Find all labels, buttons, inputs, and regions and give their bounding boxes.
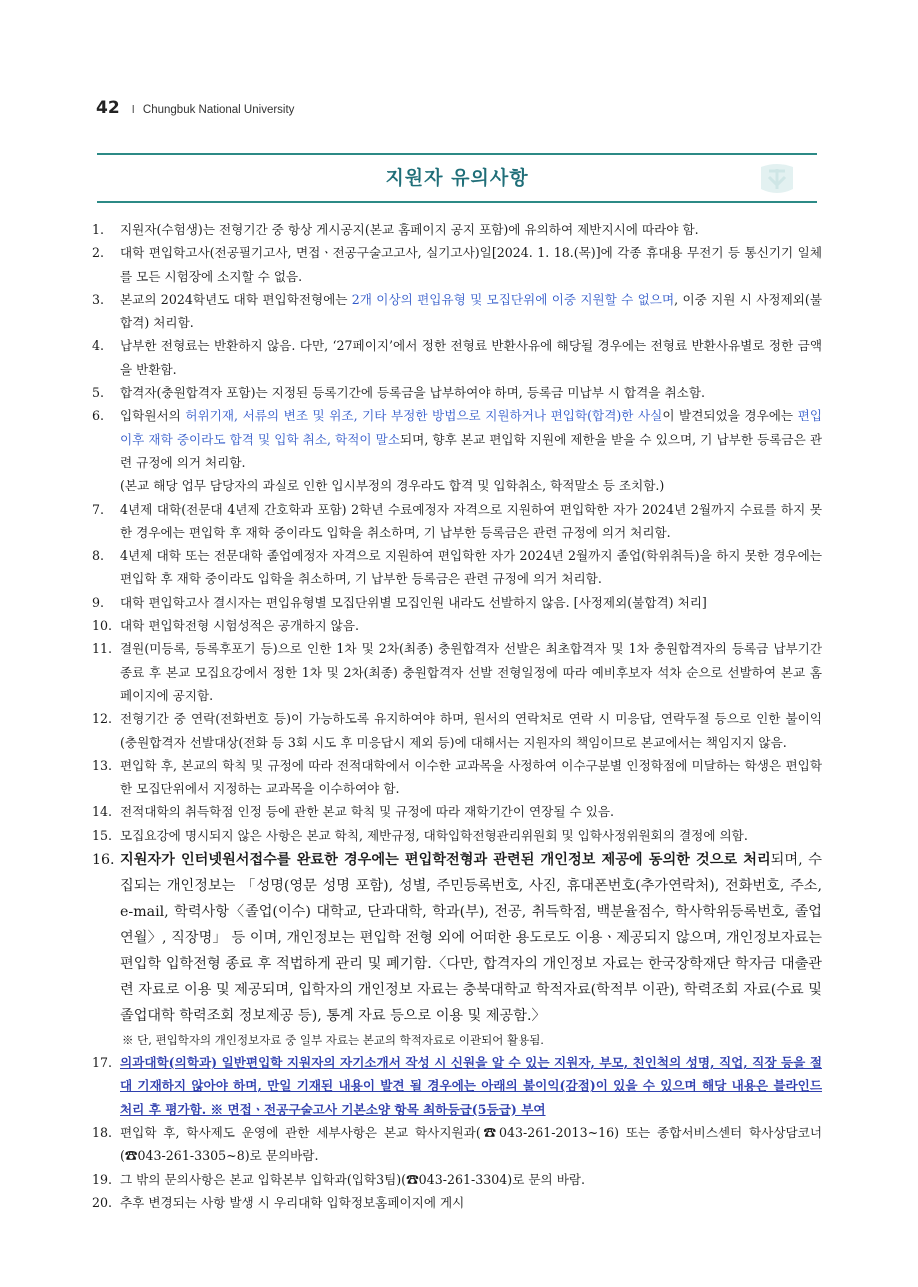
bold-text: 지원자가 인터넷원서접수를 완료한 경우에는 편입학전형과 관련된 개인정보 제공에 동의한 것으로 처리 [120,852,771,869]
list-item: 4. 납부한 전형료는 반환하지 않음. 다만, ‘27페이지’에서 정한 전형료 반환사유에 해당될 경우에는 전형료 반환사유별로 정한 금액을 반환함. [92,338,822,377]
note-text: ※ 단, 편입학자의 개인정보자료 중 일부 자료는 본교의 학적자료로 이관되어 활용됨. [122,1033,544,1048]
title-band [97,153,817,203]
list-item: 5. 합격자(충원합격자 포함)는 지정된 등록기간에 등록금을 납부하여야 하며, 등록금 미납부 시 합격을 취소함. [92,385,705,401]
list-item: 14. 전적대학의 취득학점 인정 등에 관한 본교 학칙 및 규정에 따라 재학기간이 연장될 수 있음. [92,804,615,820]
list-item: 1. 지원자(수험생)는 전형기간 중 항상 게시공지(본교 홈페이지 공지 포함)에 유의하여 제반지시에 따라야 함. [92,222,699,237]
university-watermark-icon [755,159,799,197]
list-item: 17. 의과대학(의학과) 일반편입학 지원자의 자기소개서 작성 시 신원을 알 수 있는 지원자, 부모, 친인척의 성명, 직업, 직장 등을 절대 기재하지 않아야 하며, 만일 기재된 내용이 발견 될 경우에는 아래의 불이익(감점)이 있을 수 있으며 해당 내용은 블라인드 처리 후 평가함. ※ 면접ㆍ전공구술고사 기본소양 항목 최하등급(5등급) 부여 [92,1051,822,1121]
list-item: 11. 결원(미등록, 등록후포기 등)으로 인한 1차 및 2차(최종) 충원합격자 선발은 최초합격자 및 1차 충원합격자의 등록금 납부기간 종료 후 본교 모집요강에서 정한 1차 및 2차(최종) 충원합격자 선발 전형일정에 따라 예비후보자 석차 순으로 선발하여 본교 홈페이지에 공지함. [92,641,822,703]
list-item: 10. 대학 편입학전형 시험성적은 공개하지 않음. [92,618,359,634]
list-item: 9. 대학 편입학고사 결시자는 편입유형별 모집단위별 모집인원 내라도 선발하지 않음. [사정제외(불합격) 처리] [92,594,707,610]
list-item: 20. 추후 변경되는 사항 발생 시 우리대학 입학정보홈페이지에 게시 [92,1194,465,1210]
header-separator: I [131,103,135,116]
list-item: 2. 대학 편입학고사(전공필기고사, 면접ㆍ전공구술고고사, 실기고사)일[2024. 1. 18.(목)]에 각종 휴대용 무전기 등 통신기기 일체를 모든 시험장에 소지할 수 없음. [92,245,822,284]
underlined-notice: 의과대학(의학과) 일반편입학 지원자의 자기소개서 작성 시 신원을 알 수 있는 지원자, 부모, 친인척의 성명, 직업, 직장 등을 절대 기재하지 않아야 하며, 만일 기재된 내용이 발견 될 경우에는 아래의 불이익(감점)이 있을 수 있으며 해당 내용은 블라인드 처리 후 평가함. ※ 면접ㆍ전공구술고사 기본소양 항목 최하등급(5등급) 부여 [120,1055,822,1117]
list-item: 8. 4년제 대학 또는 전문대학 졸업예정자 자격으로 지원하여 편입학한 자가 2024년 2월까지 졸업(학위취득)을 하지 못한 경우에는 편입학 후 재학 중이라도 입학을 취소하며, 기 납부한 등록금은 관련 규정에 의거 처리함. [92,548,822,587]
notice-list [92,218,822,1214]
list-item: 3. 본교의 2024학년도 대학 편입학전형에는 2개 이상의 편입유형 및 모집단위에 이중 지원할 수 없으며, 이중 지원 시 사정제외(불합격) 처리함. [92,291,822,331]
university-name: Chungbuk National University [142,104,295,116]
list-item: 19. 그 밖의 문의사항은 본교 입학본부 입학과(입학3팀)(☎043-261-3304)로 문의 바람. [92,1171,586,1187]
highlight-text: 2개 이상의 편입유형 및 모집단위에 이중 지원할 수 없으며 [351,291,675,307]
list-item: 13. 편입학 후, 본교의 학칙 및 규정에 따라 전적대학에서 이수한 교과목을 사정하여 이수구분별 인정학점에 미달하는 학생은 편입학한 모집단위에서 지정하는 교과목을 이수하여야 함. [92,757,822,797]
list-item: 6. 입학원서의 허위기재, 서류의 변조 및 위조, 기타 부정한 방법으로 지원하거나 편입학(합격)한 사실이 발견되었을 경우에는 편입 이후 재학 중이라도 합격 및 입학 취소, 학적이 말소되며, 향후 본교 편입학 지원에 제한을 받을 수 있으며, 기 납부한 등록금은 관련 규정에 의거 처리함. (본교 해당 업무 담당자의 과실로 인한 입시부정의 경우라도 합격 및 입학취소, 학적말소 등 조치함.) [92,404,822,497]
page-number: 42 [96,98,120,118]
note-text: (본교 해당 업무 담당자의 과실로 인한 입시부정의 경우라도 합격 및 입학취소, 학적말소 등 조치함.) [120,478,665,494]
list-item: 7. 4년제 대학(전문대 4년제 간호학과 포함) 2학년 수료예정자 자격으로 지원하여 편입학한 자가 2024년 2월까지 수료를 하지 못한 경우에는 편입학 후 재학 중이라도 입학을 취소하며, 기 납부한 등록금은 관련 규정에 의거 처리함. [92,501,822,540]
list-item: 15. 모집요강에 명시되지 않은 사항은 본교 학칙, 제반규정, 대학입학전형관리위원회 및 입학사정위원회의 결정에 의함. [92,827,748,843]
list-item: 16. 지원자가 인터넷원서접수를 완료한 경우에는 편입학전형과 관련된 개인정보 제공에 동의한 것으로 처리되며, 수집되는 개인정보는 「성명(영문 성명 포함), 성별, 주민등록번호, 사진, 휴대폰번호(추가연락처), 전화번호, 주소, e-mail, 학력사항〈졸업(이수) 대학교, 단과대학, 학과(부), 전공, 취득학점, 백분율점수, 학사학위등록번호, 졸업연월〉, 직장명」 등 이며, 개인정보는 편입학 전형 외에 어떠한 용도로도 이용ㆍ제공되지 않으며, 개인정보자료는 편입학 입학전형 종료 후 적법하게 관리 및 폐기함.〈다만, 합격자의 개인정보 자료는 한국장학재단 학자금 대출관련 자료로 이용 및 제공되며, 입학자의 개인정보 자료는 충북대학교 학적자료(학적부 이관), 학력조회 자료(수료 및 졸업대학 학력조회 정보제공 등), 통계 자료 등으로 이용 및 제공함.〉 ※ 단, 편입학자의 개인정보자료 중 일부 자료는 본교의 학적자료로 이관되어 활용됨. [92,847,822,1051]
page-title: 지원자 유의사항 [385,167,529,189]
list-item: 12. 전형기간 중 연락(전화번호 등)이 가능하도록 유지하여야 하며, 원서의 연락처로 연락 시 미응답, 연락두절 등으로 인한 불이익(충원합격자 선발대상(전화 등 3회 시도 후 미응답시 제외 등)에 대해서는 지원자의 책임이므로 본교에서는 책임지지 않음. [92,711,822,750]
highlight-text: 허위기재, 서류의 변조 및 위조, 기타 부정한 방법으로 지원하거나 편입학(합격)한 사실 [185,408,663,424]
highlight-text: 편입 이후 재학 중이라도 합격 및 입학 취소, 학적이 말소 [120,408,822,447]
page-header [96,98,294,118]
list-item: 18. 편입학 후, 학사제도 운영에 관한 세부사항은 본교 학사지원과(☎043-261-2013~16) 또는 종합서비스센터 학사상담코너(☎043-261-3305~8)로 문의바람. [92,1124,822,1164]
